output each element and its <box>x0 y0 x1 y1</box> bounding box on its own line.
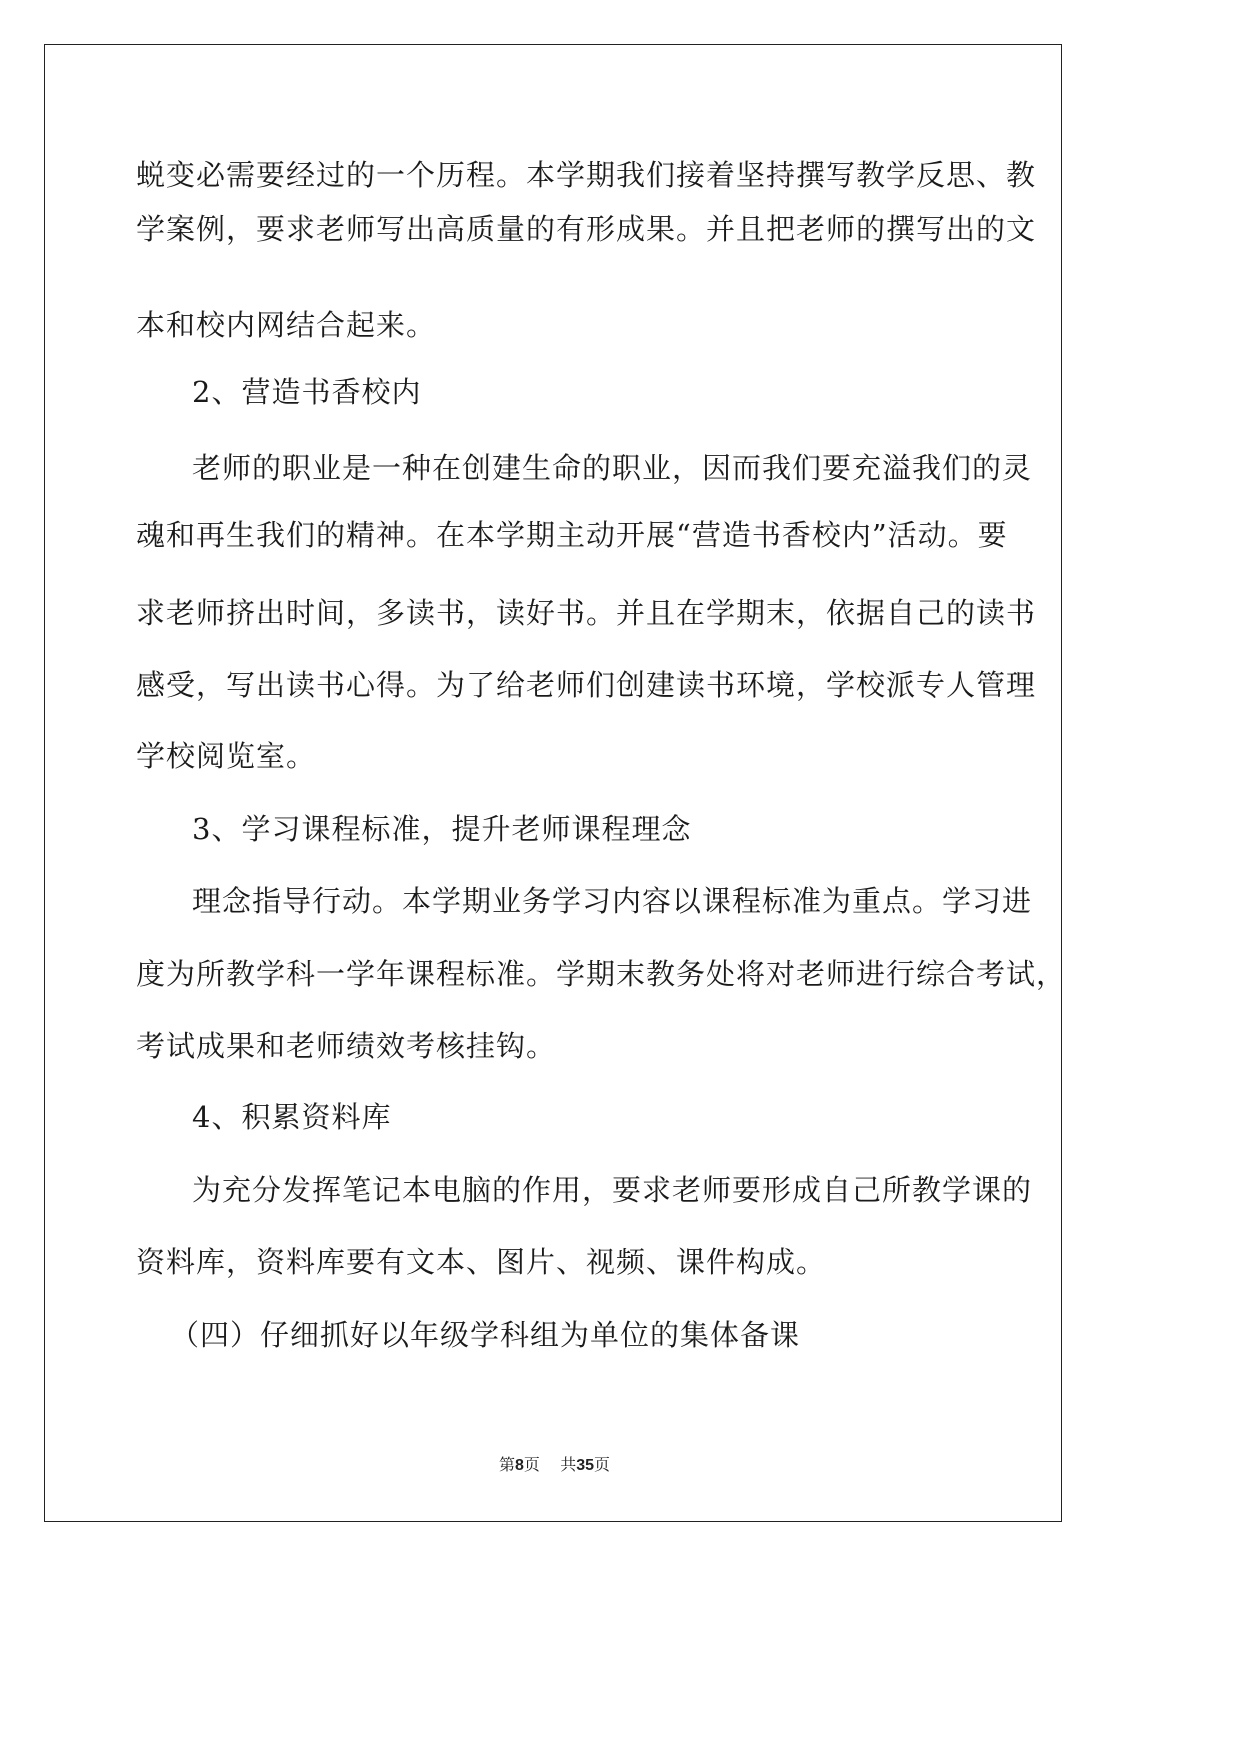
text-line: 考试成果和老师绩效考核挂钩。 <box>136 1029 557 1063</box>
total-prefix: 共 <box>560 1455 577 1474</box>
text-line: 学校阅览室。 <box>136 739 317 773</box>
text-line: 度为所教学科一学年课程标准。学期末教务处将对老师进行综合考试， <box>136 957 1067 991</box>
text-line: 感受，写出读书心得。为了给老师们创建读书环境，学校派专人管理 <box>136 668 1037 702</box>
text-line: 学案例，要求老师写出高质量的有形成果。并且把老师的撰写出的文 <box>136 212 1037 246</box>
text-line: 求老师挤出时间，多读书，读好书。并且在学期末，依据自己的读书 <box>136 596 1037 630</box>
page-number: 8 <box>514 1457 524 1474</box>
text-line: 蜕变必需要经过的一个历程。本学期我们接着坚持撰写教学反思、教 <box>136 158 1037 192</box>
text-line: 魂和再生我们的精神。在本学期主动开展“营造书香校内”活动。要 <box>136 518 1008 552</box>
page-prefix: 第 <box>498 1455 515 1474</box>
section-heading: 2、营造书香校内 <box>162 375 422 409</box>
page-border <box>44 44 1062 1522</box>
page-footer <box>0 1452 1109 1475</box>
total-pages: 35 <box>576 1457 595 1474</box>
total-suffix: 页 <box>594 1455 611 1474</box>
text-line: 理念指导行动。本学期业务学习内容以课程标准为重点。学习进 <box>162 884 1033 918</box>
text-line: 为充分发挥笔记本电脑的作用，要求老师要形成自己所教学课的 <box>162 1173 1033 1207</box>
text-line: 本和校内网结合起来。 <box>136 308 437 342</box>
text-line: 老师的职业是一种在创建生命的职业，因而我们要充溢我们的灵 <box>162 451 1033 485</box>
section-heading: 3、学习课程标准，提升老师课程理念 <box>162 812 692 846</box>
section-heading: 4、积累资料库 <box>162 1100 392 1134</box>
text-line: 资料库，资料库要有文本、图片、视频、课件构成。 <box>136 1245 827 1279</box>
section-heading: （四）仔细抓好以年级学科组为单位的集体备课 <box>170 1318 801 1352</box>
page-suffix: 页 <box>523 1455 540 1474</box>
